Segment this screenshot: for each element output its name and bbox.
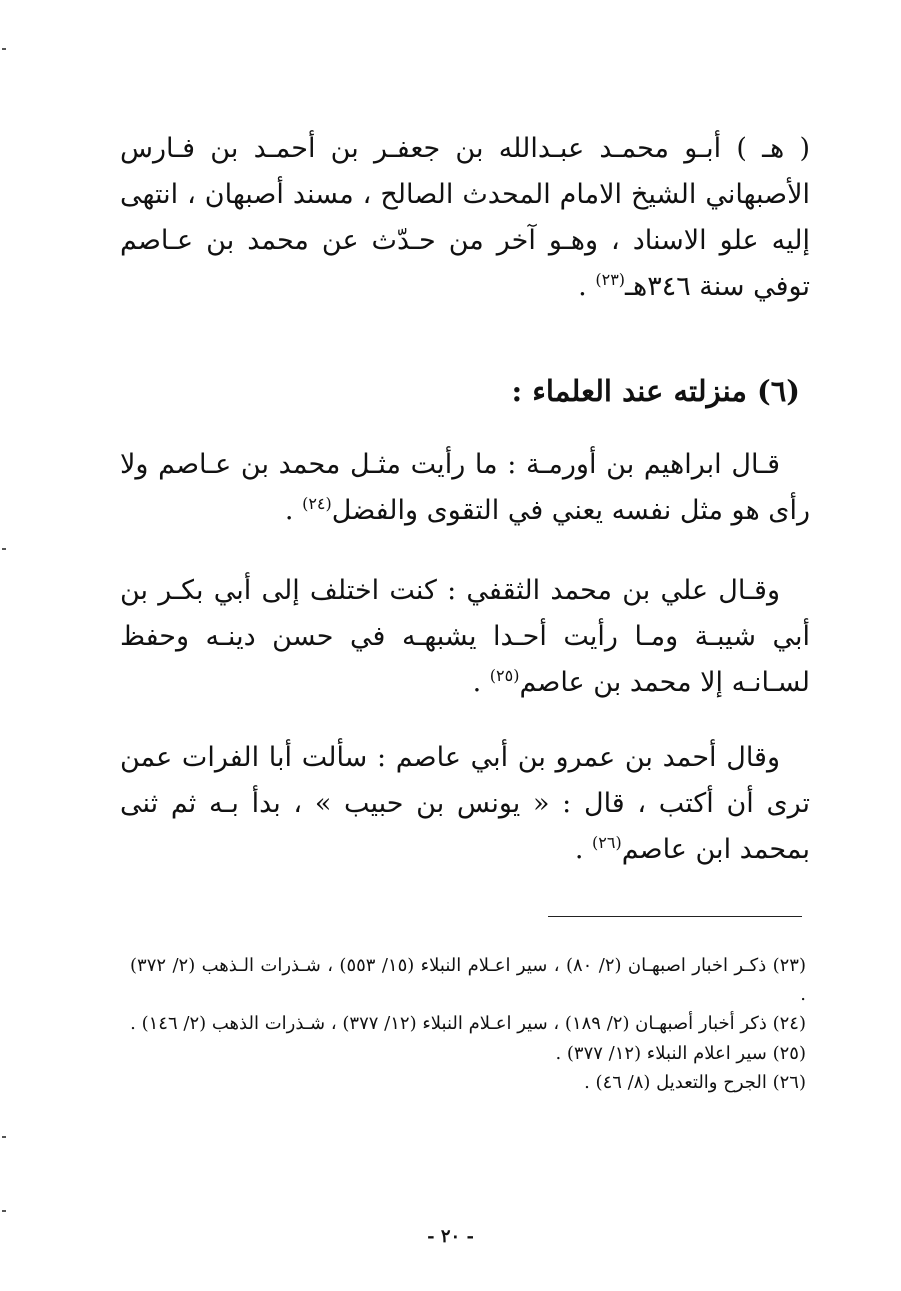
paragraph-end: . (574, 834, 592, 865)
scan-edge-mark (2, 1136, 6, 1138)
footnote-ref: (٢٣) (595, 270, 626, 289)
paragraph-ibrahim (120, 442, 810, 534)
paragraph-ahmad (120, 735, 810, 873)
footnotes (130, 952, 806, 1099)
footnote-ref: (٢٦) (592, 833, 622, 852)
paragraph-end: . (472, 667, 490, 698)
page-number: - ٢٠ - (427, 1226, 474, 1247)
paragraph-ali (120, 568, 810, 706)
paragraph-text: ( هـ ) أبـو محمـد عبـدالله بن جعفـر بن أحمـد بن فـارس الأصبهاني الشيخ الامام المحدث الصالح ، مسند أصبهان ، انتهى إليه علو الاسناد ، وهـو آخر من حـدّث عن محمد بن عـاصم توفي سنة ٣٤٦هـ (120, 133, 810, 302)
footnote-ref: (٢٤) (302, 494, 332, 513)
footnote-ref: (٢٥) (489, 666, 520, 685)
paragraph-text: وقال أحمد بن عمرو بن أبي عاصم : سألت أبا الفرات عمن ترى أن أكتب ، قال : « يونس بن حبيب » ، بدأ بـه ثم ثنى بمحمد ابن عاصم (120, 742, 810, 865)
paragraph-abu-muhammad (120, 126, 810, 310)
scan-edge-mark (2, 1210, 6, 1212)
scan-edge-mark (2, 48, 6, 50)
paragraph-end: . (284, 495, 303, 526)
section-heading: (٦) منزلته عند العلماء : (511, 374, 800, 408)
scan-edge-mark (2, 548, 6, 550)
footnote-26: (٢٦) الجرح والتعديل (٨/ ٤٦) . (584, 1072, 806, 1093)
paragraph-text: وقـال علي بن محمد الثقفي : كنت اختلف إلى أبي بكـر بن أبي شيبـة ومـا رأيت أحـدا يشبهـه في حسن دينـه وحفظ لسـانـه إلا محمد بن عاصم (120, 575, 810, 698)
footnote-24: (٢٤) ذكر أخبار أصبهـان (٢/ ١٨٩) ، سير اعـلام النبلاء (١٢/ ٣٧٧) ، شـذرات الذهب (٢/ ١٤٦) . (130, 1013, 806, 1034)
paragraph-text: قـال ابراهيم بن أورمـة : ما رأيت مثـل محمد بن عـاصم ولا رأى هو مثل نفسه يعني في التقوى والفضل (120, 449, 810, 526)
footnote-23: (٢٣) ذكـر اخبار اصبهـان (٢/ ٨٠) ، سير اعـلام النبلاء (١٥/ ٥٥٣) ، شـذرات الـذهب (٢/ ٣٧٢) . (130, 955, 806, 1005)
footnote-25: (٢٥) سير اعلام النبلاء (١٢/ ٣٧٧) . (555, 1042, 806, 1064)
footnote-divider (548, 916, 802, 917)
paragraph-end: . (578, 271, 596, 302)
